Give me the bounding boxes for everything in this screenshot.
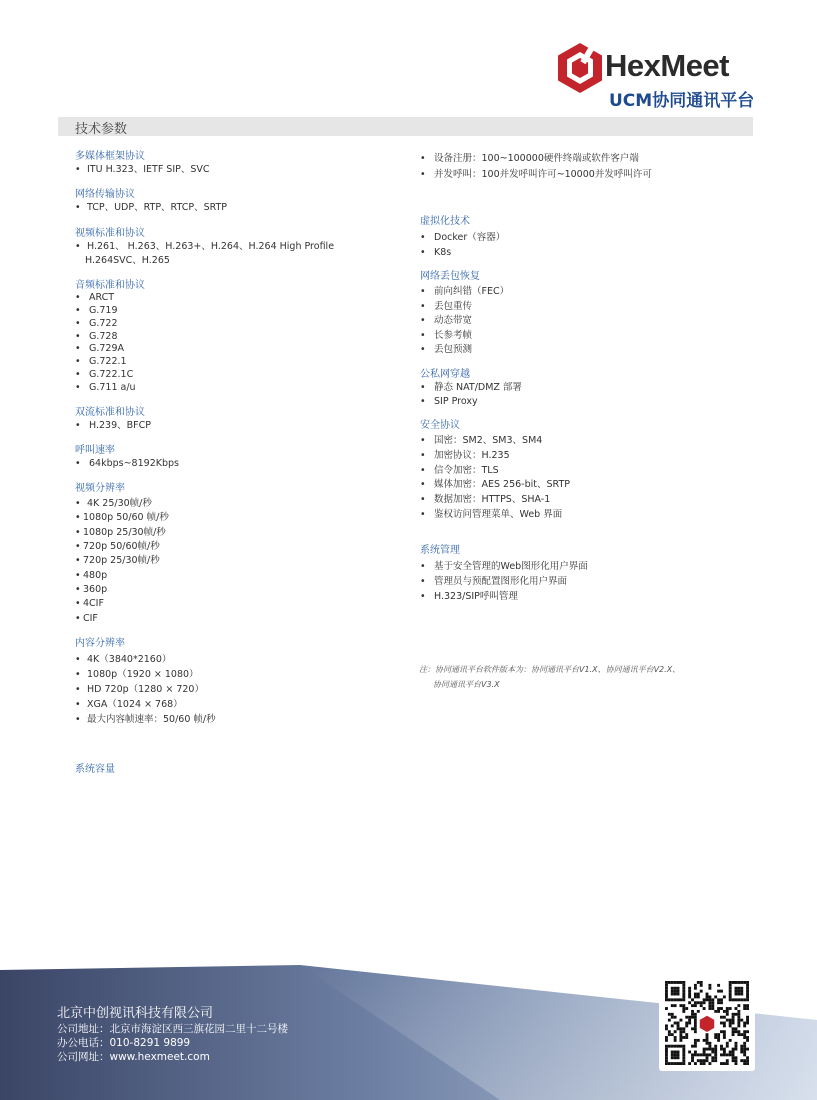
list-item: • G.711 a/u [75, 381, 136, 393]
list-item: • H.239、BFCP [75, 419, 151, 431]
spec-group [75, 407, 405, 433]
left-column [75, 151, 405, 727]
spec-group [420, 420, 740, 523]
spec-group [420, 369, 740, 410]
list-item: • 1080p 50/60 帧/秒 [75, 512, 169, 524]
brand-subtitle: UCM协同通讯平台 [609, 91, 755, 111]
logo [557, 42, 757, 111]
list-item: • 360p [75, 583, 108, 595]
hexmeet-logo-icon [557, 42, 603, 94]
qr-code-icon [665, 981, 749, 1065]
list-item: • SIP Proxy [420, 395, 478, 407]
list-item: • 480p [75, 569, 108, 581]
group-title: 网络传输协议 [75, 189, 135, 201]
list-item: • ARCT [75, 292, 115, 304]
list-item: • TCP、UDP、RTP、RTCP、SRTP [75, 202, 228, 214]
list-item: • XGA（1024 × 768） [75, 698, 183, 710]
spec-group [75, 638, 405, 727]
version-note [419, 662, 749, 692]
list-item: • 丢包重传 [420, 300, 473, 312]
group-title: 多媒体框架协议 [75, 151, 145, 162]
company-name: 北京中创视讯科技有限公司 [57, 1006, 214, 1021]
group-title: 系统管理 [420, 544, 460, 556]
list-item: • CIF [75, 612, 98, 624]
list-item: • 4K（3840*2160） [75, 653, 172, 665]
list-item: • G.722.1C [75, 368, 134, 380]
note-line-2: 协同通讯平台V3.X [433, 680, 500, 689]
list-item: • 64kbps~8192Kbps [75, 457, 179, 469]
group-title: 公私网穿越 [420, 368, 470, 380]
list-item: • 动态带宽 [420, 315, 473, 326]
spec-group [75, 189, 405, 215]
list-item: • 媒体加密：AES 256-bit、SRTP [420, 479, 570, 491]
list-item: • HD 720p（1280 × 720） [75, 683, 204, 695]
group-title: 呼叫速率 [75, 444, 115, 456]
list-item: • 静态 NAT/DMZ 部署 [420, 381, 522, 393]
qr-code [659, 975, 755, 1071]
list-item: • G.729A [75, 343, 125, 355]
list-item: • 鉴权访问管理菜单、Web 界面 [420, 509, 563, 521]
spec-group [75, 483, 405, 626]
group-title: 安全协议 [420, 420, 460, 432]
list-item: • 720p 50/60帧/秒 [75, 541, 160, 553]
list-item-continuation: H.264SVC、H.265 [85, 254, 170, 266]
list-item: • G.719 [75, 304, 118, 316]
spec-group [420, 151, 740, 183]
list-item: • H.261、 H.263、H.263+、H.264、H.264 High Profile [75, 240, 335, 252]
list-item: • 管理员与预配置图形化用户界面 [420, 575, 568, 587]
spec-group [420, 216, 740, 260]
list-item: • H.323/SIP呼叫管理 [420, 590, 518, 602]
list-item: • 最大内容帧速率：50/60 帧/秒 [75, 713, 216, 725]
group-title: 双流标准和协议 [75, 406, 145, 418]
list-item: • Docker（容器） [420, 232, 506, 243]
list-item: • 设备注册：100~100000硬件终端或软件客户端 [420, 153, 639, 164]
list-item: • 长参考帧 [420, 329, 473, 341]
section-title: 技术参数 [75, 122, 128, 137]
list-item: • G.728 [75, 330, 118, 342]
list-item: • G.722.1 [75, 356, 127, 368]
brand-name: HexMeet [605, 48, 729, 83]
company-phone: 办公电话：010-8291 9899 [57, 1037, 191, 1049]
capacity-title: 系统容量 [75, 764, 115, 775]
note-line-1: 注：协同通讯平台软件版本为：协同通讯平台V1.X、协同通讯平台V2.X、 [419, 665, 681, 674]
list-item: • 加密协议：H.235 [420, 449, 510, 461]
list-item: • 国密：SM2、SM3、SM4 [420, 435, 543, 447]
list-item: • 4K 25/30帧/秒 [75, 498, 152, 510]
group-title: 内容分辨率 [75, 637, 125, 649]
spec-group [420, 271, 740, 358]
list-item: • 基于安全管理的Web图形化用户界面 [420, 560, 588, 572]
spec-group [75, 280, 405, 394]
group-title: 音频标准和协议 [75, 280, 145, 292]
list-item: • 并发呼叫：100并发呼叫许可~10000并发呼叫许可 [420, 169, 652, 180]
list-item: • 信令加密：TLS [420, 464, 499, 476]
company-website: 公司网址：www.hexmeet.com [57, 1051, 210, 1063]
group-title: 视频分辨率 [75, 483, 125, 495]
list-item: • 1080p（1920 × 1080） [75, 668, 199, 680]
spec-group [420, 545, 740, 604]
list-item: • ITU H.323、IETF SIP、SVC [75, 164, 210, 175]
right-column [420, 151, 740, 604]
list-item: • 4CIF [75, 598, 104, 610]
group-title: 视频标准和协议 [75, 227, 145, 239]
list-item: • 数据加密：HTTPS、SHA-1 [420, 494, 551, 506]
list-item: • 前向纠错（FEC） [420, 286, 510, 297]
group-title: 虚拟化技术 [420, 216, 470, 227]
list-item: • G.722 [75, 317, 118, 329]
list-item: • 丢包预测 [420, 344, 473, 355]
spec-group [75, 228, 405, 269]
company-address: 公司地址：北京市海淀区西三旗花园二里十二号楼 [57, 1023, 288, 1035]
section-header [58, 117, 753, 136]
list-item: • K8s [420, 247, 452, 258]
spec-group [75, 151, 405, 177]
list-item: • 1080p 25/30帧/秒 [75, 526, 166, 538]
group-title: 网络丢包恢复 [420, 271, 480, 282]
spec-group [75, 445, 405, 471]
list-item: • 720p 25/30帧/秒 [75, 555, 160, 567]
